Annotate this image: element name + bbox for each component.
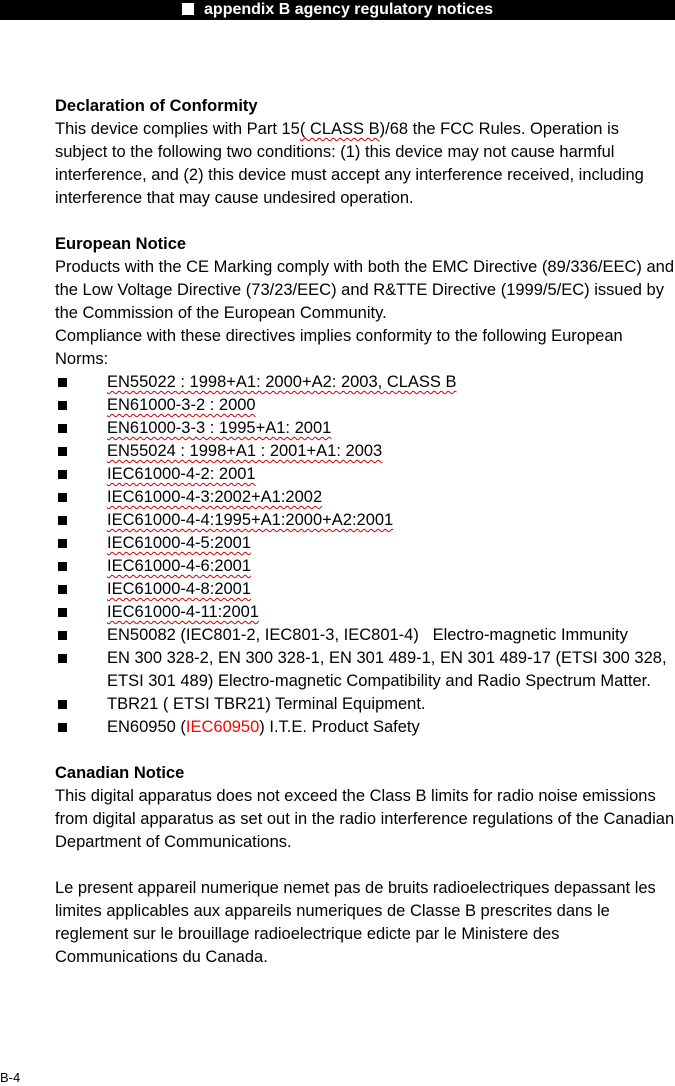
norm-text-after: ) I.T.E. Product Safety xyxy=(259,718,420,736)
bullet-icon xyxy=(58,654,67,663)
canadian-title: Canadian Notice xyxy=(55,764,185,782)
norm-item xyxy=(55,601,675,624)
european-paragraph-1: Products with the CE Marking comply with both the EMC Directive (89/336/EEC) and the Low Voltage Directive (73/23/EEC) and R&TTE Directive (1999/5/EC) issued by the Commission of the European Community. xyxy=(55,258,675,322)
norm-text: EN61000-3-3 : 1995+A1: 2001 xyxy=(107,419,332,437)
norm-item xyxy=(55,716,675,739)
bullet-icon xyxy=(58,608,67,617)
norm-item xyxy=(55,647,675,693)
canadian-english-text: This digital apparatus does not exceed the Class B limits for radio noise emissions from digital apparatus as set out in the radio interference regulations of the Canadian Department of Communications. xyxy=(55,787,675,851)
norm-item xyxy=(55,463,675,486)
bullet-icon xyxy=(58,447,67,456)
canadian-french-text: Le present appareil numerique nemet pas de bruits radioelectriques depassant les limites applicables aux appareils numeriques de Classe B prescrites dans le reglement sur le brouillage radioelectrique edicte par le Ministere des Communications du Canada. xyxy=(55,879,656,966)
declaration-section xyxy=(55,95,675,210)
class-b-mark: ( CLASS B xyxy=(299,120,380,138)
norm-item xyxy=(55,578,675,601)
norm-text: IEC61000-4-4:1995+A1:2000+A2:2001 xyxy=(107,511,394,529)
declaration-text xyxy=(55,118,675,210)
header-square-icon xyxy=(182,3,194,15)
bullet-icon xyxy=(58,470,67,479)
norm-text: IEC61000-4-5:2001 xyxy=(107,534,252,552)
norm-item xyxy=(55,394,675,417)
declaration-title: Declaration of Conformity xyxy=(55,97,258,115)
bullet-icon xyxy=(58,723,67,732)
bullet-icon xyxy=(58,539,67,548)
norm-item xyxy=(55,532,675,555)
norm-text: IEC61000-4-3:2002+A1:2002 xyxy=(107,488,323,506)
bullet-icon xyxy=(58,585,67,594)
norm-highlight: IEC60950 xyxy=(185,718,260,736)
canadian-section xyxy=(55,762,675,969)
bullet-icon xyxy=(58,401,67,410)
norm-item xyxy=(55,555,675,578)
norm-text: EN50082 (IEC801-2, IEC801-3, IEC801-4) Electro-magnetic Immunity xyxy=(107,626,628,644)
norm-text: TBR21 ( ETSI TBR21) Terminal Equipment. xyxy=(107,695,426,713)
norm-text: EN61000-3-2 : 2000 xyxy=(107,396,256,414)
declaration-text-before: This device complies with Part 15 xyxy=(55,120,300,138)
norm-text-before: EN60950 ( xyxy=(107,718,186,736)
header-bar xyxy=(0,0,675,20)
norm-text: IEC61000-4-8:2001 xyxy=(107,580,252,598)
header-title: appendix B agency regulatory notices xyxy=(204,1,493,18)
norm-text: EN55024 : 1998+A1 : 2001+A1: 2003 xyxy=(107,442,383,460)
norm-item xyxy=(55,624,675,647)
bullet-icon xyxy=(58,378,67,387)
bullet-icon xyxy=(58,493,67,502)
norm-text: IEC61000-4-11:2001 xyxy=(107,603,259,621)
page-number: B-4 xyxy=(0,1070,21,1085)
norm-text: IEC61000-4-2: 2001 xyxy=(107,465,256,483)
norm-text: EN 300 328-2, EN 300 328-1, EN 301 489-1, EN 301 489-17 (ETSI 300 328, ETSI 301 489) Electro-magnetic Compatibility and Radio Spectrum Matter. xyxy=(107,649,667,690)
bullet-icon xyxy=(58,700,67,709)
bullet-icon xyxy=(58,562,67,571)
european-section xyxy=(55,233,675,739)
norm-item xyxy=(55,509,675,532)
norms-list xyxy=(55,371,675,739)
norm-item xyxy=(55,417,675,440)
bullet-icon xyxy=(58,516,67,525)
norm-text: EN55022 : 1998+A1: 2000+A2: 2003, CLASS B xyxy=(107,373,457,391)
bullet-icon xyxy=(58,424,67,433)
european-title: European Notice xyxy=(55,235,187,253)
norm-text: IEC61000-4-6:2001 xyxy=(107,557,252,575)
norm-item xyxy=(55,693,675,716)
norm-item xyxy=(55,486,675,509)
bullet-icon xyxy=(58,631,67,640)
declaration-text-after: )/68 the FCC Rules. Operation is subject to the following two conditions: (1) this device may not cause harmful interference, and (2) this device must accept any interference received, including interference that may cause undesired operation. xyxy=(55,120,644,207)
european-paragraph-2: Compliance with these directives implies conformity to the following European Norms: xyxy=(55,327,623,368)
document-body xyxy=(55,95,675,969)
norm-item xyxy=(55,440,675,463)
norm-item xyxy=(55,371,675,394)
